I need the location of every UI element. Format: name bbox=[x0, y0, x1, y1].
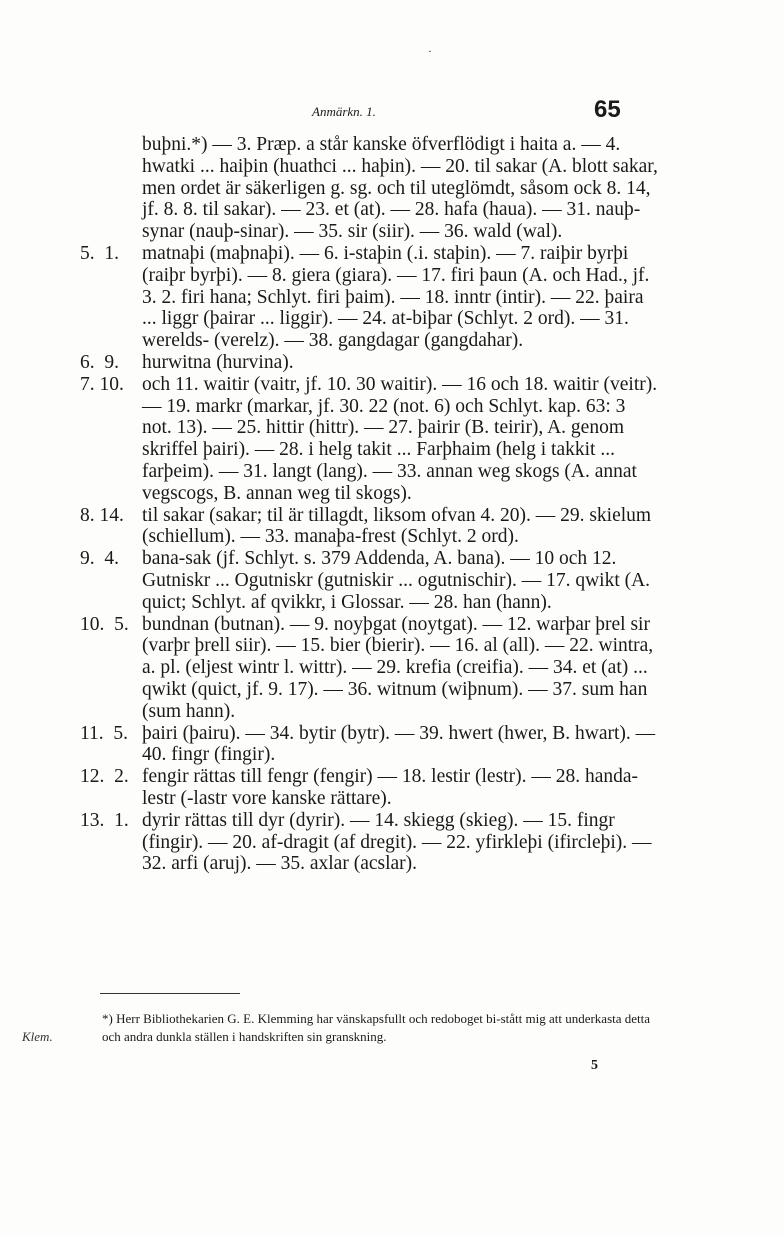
entry-reference: 7. 10. bbox=[80, 373, 124, 395]
note-entry bbox=[80, 548, 660, 613]
signature-mark: 5 bbox=[591, 1058, 598, 1073]
footnote-rule bbox=[100, 993, 240, 994]
note-entry bbox=[80, 766, 660, 810]
note-entry bbox=[80, 352, 660, 374]
entry-reference: 8. 14. bbox=[80, 504, 124, 526]
entry-text: och 11. waitir (vaitr, jf. 10. 30 waitir). — 16 och 18. waitir (veitr). — 19. markr (markar, jf. 30. 22 (not. 6) och Schlyt. kap. 63: 3 not. 13). — 25. hittir (hittr). — 27. þairir (B. teirir), A. genom skriffel þairi). — 28. i helg takit ... Farþhaim (helg i takkit ... farþeim). — 31. langt (lang). — 33. annan weg skogs (A. annat vegscogs, B. annan weg til skogs). bbox=[142, 373, 658, 504]
entry-text: til sakar (sakar; til är tillagdt, liksom ofvan 4. 20). — 29. skielum (schiellum). — 33. manaþa-frest (Schlyt. 2 ord). bbox=[142, 504, 652, 548]
entry-reference: 11. 5. bbox=[80, 722, 129, 744]
handwritten-margin-note: Klem. bbox=[22, 1029, 53, 1044]
entry-text: matnaþi (maþnaþi). — 6. i-staþin (.i. staþin). — 7. raiþir byrþi (raiþr byrþi). — 8. giera (giara). — 17. firi þaun (A. och Had., jf. 3. 2. firi hana; Schlyt. firi þaim). — 18. inntr (intir). — 22. þaira ... liggr (þairar ... liggir). — 24. at-biþar (Schlyt. 2 ord). — 31. werelds- (verelz). — 38. gangdagar (gangdahar). bbox=[142, 242, 650, 352]
note-entry bbox=[80, 810, 660, 875]
entry-reference: 13. 1. bbox=[80, 809, 129, 831]
note-entry bbox=[80, 243, 660, 352]
note-entry bbox=[80, 374, 660, 505]
entry-reference: 9. 4. bbox=[80, 548, 119, 570]
entry-text: buþni.*) — 3. Præp. a står kanske öfverflödigt i haita a. — 4. hwatki ... haiþin (huathci ... haþin). — 20. til sakar (A. blott sakar, men ordet är säkerligen g. sg. och til uteglömdt, såsom ock 8. 14, jf. 8. 8. til sakar). — 23. et (at). — 28. hafa (haua). — 31. nauþ-synar (nauþ-sinar). — 35. sir (siir). — 36. wald (wal). bbox=[142, 134, 658, 243]
footnote: *) Herr Bibliothekarien G. E. Klemming har vänskapsfullt och redoboget bi-stått mig att underkasta detta och andra dunkla ställen i handskriften sin granskning. bbox=[102, 1011, 651, 1044]
entry-text: þairi (þairu). — 34. bytir (bytr). — 39. hwert (hwer, B. hwart). — 40. fingr (fingir). bbox=[142, 722, 656, 766]
entry-text: dyrir rättas till dyr (dyrir). — 14. skiegg (skieg). — 15. fingr (fingir). — 20. af-dragit (af dregit). — 22. yfirkleþi (ifircleþi). — 32. arfi (aruj). — 35. axlar (acslar). bbox=[142, 809, 652, 875]
notes-body bbox=[80, 134, 660, 875]
note-entry bbox=[80, 134, 660, 243]
page-number: 65 bbox=[594, 96, 621, 123]
running-header: Anmärkn. 1. bbox=[312, 104, 376, 119]
note-entry bbox=[80, 505, 660, 549]
entry-reference: 12. 2. bbox=[80, 766, 129, 788]
entry-text: fengir rättas till fengr (fengir) — 18. lestir (lestr). — 28. handa-lestr (-lastr vore kanske rättare). bbox=[142, 766, 639, 809]
entry-text: bana-sak (jf. Schlyt. s. 379 Addenda, A. bana). — 10 och 12. Gutniskr ... Ogutniskr (gutniskir ... ogutnischir). — 17. qwikt (A. quict; Schlyt. af qvikkr, i Glossar. — 28. han (hann). bbox=[142, 548, 651, 613]
note-entry bbox=[80, 614, 660, 723]
entry-text: hurwitna (hurvina). bbox=[142, 351, 294, 373]
entry-text: bundnan (butnan). — 9. noyþgat (noytgat). — 12. warþar þrel sir (varþr þrell siir). — 15. bier (bierir). — 16. al (all). — 22. wintra, a. pl. (eljest wintr l. wittr). — 29. krefia (creifia). — 34. et (at) ... qwikt (quict, jf. 9. 17). — 36. witnum (wiþnum). — 37. sum han (sum hann). bbox=[142, 613, 654, 722]
entry-reference: 10. 5. bbox=[80, 613, 129, 635]
entry-reference: 5. 1. bbox=[80, 242, 119, 264]
note-entry bbox=[80, 723, 660, 767]
entry-reference: 6. 9. bbox=[80, 351, 119, 373]
stray-mark: · bbox=[428, 44, 432, 58]
